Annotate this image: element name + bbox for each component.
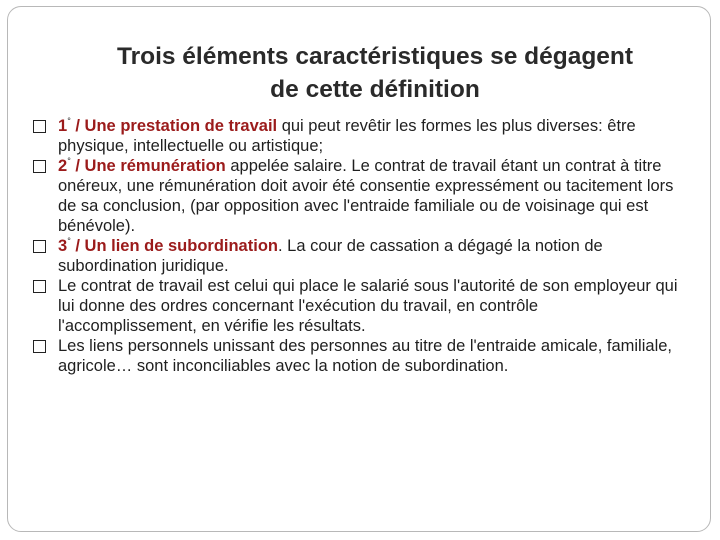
item-text: qui peut revêtir les formes les plus diverses: être physique, intellectuelle ou artistique; — [58, 117, 636, 155]
item-emphasis: / Une rémunération — [75, 157, 226, 175]
item-text: appelée salaire. Le contrat de travail étant un contrat à titre onéreux, une rémunération doit avoir été consentie expressément ou tacitement lors de sa conclusion, (par opposition avec l'entraide familiale ou de voisinage qui est bénévole). — [58, 157, 674, 235]
item-text: Les liens personnels unissant des personnes au titre de l'entraide amicale, familiale, agricole… sont inconciliables avec la notion de subordination. — [58, 337, 672, 375]
degree-sign: ° — [67, 156, 71, 166]
list-item — [33, 336, 681, 376]
checkbox-bullet-icon — [33, 240, 46, 253]
list-item — [33, 156, 681, 236]
item-emphasis: / Une prestation de travail — [75, 117, 278, 135]
item-text: . La cour de cassation a dégagé la notion de subordination juridique. — [58, 237, 603, 275]
checkbox-bullet-icon — [33, 120, 46, 133]
item-number: 1 — [58, 117, 68, 135]
list-item — [33, 116, 681, 156]
slide-title — [40, 40, 710, 106]
item-text: Le contrat de travail est celui qui place le salarié sous l'autorité de son employeur qui lui donne des ordres concernant l'exécution du travail, en contrôle l'accomplissement, en vérifie les résultats. — [58, 277, 678, 335]
list-item — [33, 276, 681, 336]
bullet-list — [33, 116, 681, 376]
degree-sign: ° — [67, 116, 71, 126]
item-number: 2 — [58, 157, 68, 175]
checkbox-bullet-icon — [33, 280, 46, 293]
title-line-1: Trois éléments caractéristiques se dégagent — [116, 43, 634, 70]
title-line-2: de cette définition — [270, 76, 480, 103]
item-emphasis: / Un lien de subordination — [75, 237, 278, 255]
item-number: 3 — [58, 237, 68, 255]
degree-sign: ° — [67, 236, 71, 246]
list-item — [33, 236, 681, 276]
checkbox-bullet-icon — [33, 340, 46, 353]
checkbox-bullet-icon — [33, 160, 46, 173]
